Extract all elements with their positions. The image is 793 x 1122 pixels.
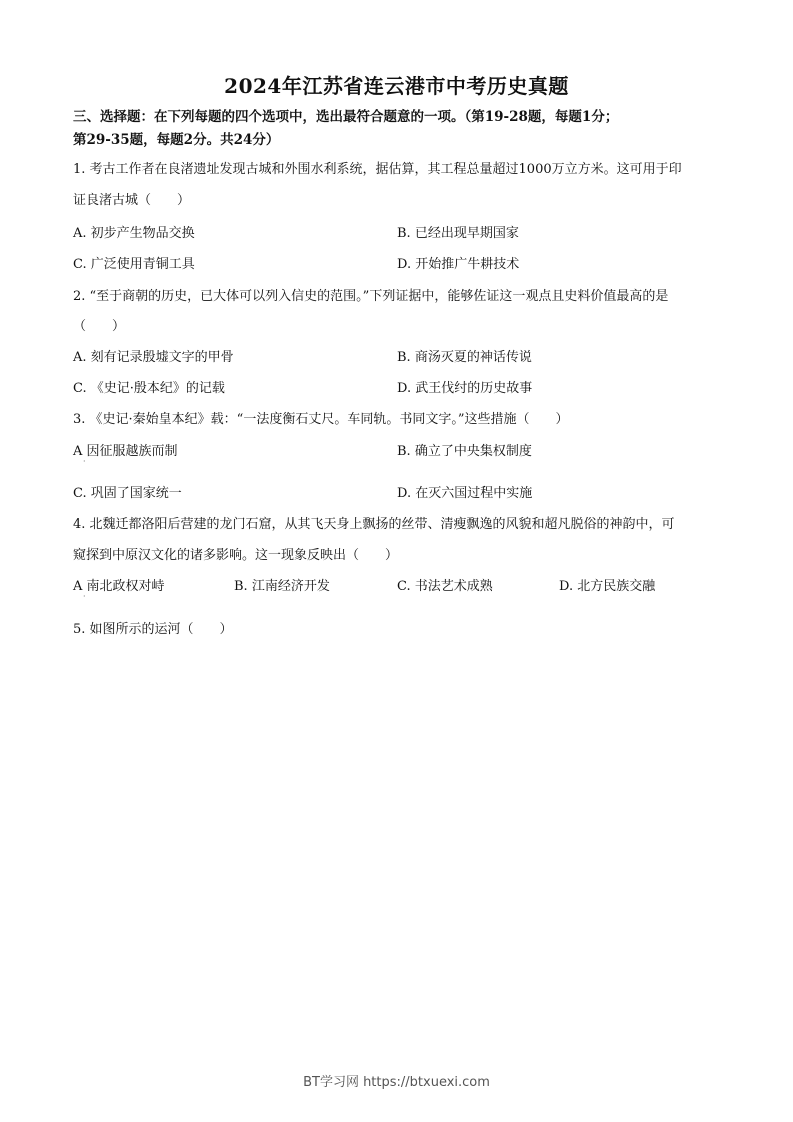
section-header-line2: 第29-35题，每题2分。共24分） xyxy=(73,132,280,148)
document-title: 2024年江苏省连云港市中考历史真题 xyxy=(224,74,569,98)
option-a: A 因征服越族而制 xyxy=(73,444,178,459)
option-c: C. 书法艺术成熟 xyxy=(397,579,493,594)
option-d: D. 武王伐纣的历史故事 xyxy=(397,381,533,396)
section-header-line1: 三、选择题：在下列每题的四个选项中，选出最符合题意的一项。（第19-28题，每题1分； xyxy=(73,109,619,125)
option-c: C. 广泛使用青铜工具 xyxy=(73,257,195,272)
question-stem: 5. 如图所示的运河（ ） xyxy=(73,622,233,637)
option-d: D. 在灭六国过程中实施 xyxy=(397,486,533,501)
option-b: B. 已经出现早期国家 xyxy=(397,226,519,241)
stray-dot: · xyxy=(83,457,86,466)
question-stem-cont: 证良渚古城（ ） xyxy=(73,193,191,208)
option-d: D. 北方民族交融 xyxy=(559,579,656,594)
stray-dot: · xyxy=(83,592,86,601)
section-header xyxy=(73,106,723,152)
option-a: A. 初步产生物品交换 xyxy=(73,226,195,241)
question-stem: 1. 考古工作者在良渚遗址发现古城和外围水利系统，据估算，其工程总量超过1000万立方米。这可用于印 xyxy=(73,162,682,177)
option-b: B. 江南经济开发 xyxy=(234,579,330,594)
option-c: C. 巩固了国家统一 xyxy=(73,486,182,501)
option-c: C. 《史记·殷本纪》的记载 xyxy=(73,381,225,396)
option-a: A. 刻有记录殷墟文字的甲骨 xyxy=(73,350,234,365)
question-stem-cont: （ ） xyxy=(73,319,126,334)
question-stem: 3. 《史记·秦始皇本纪》载：“一法度衡石丈尺。车同轨。书同文字。”这些措施（ ） xyxy=(73,412,569,427)
question-stem: 2. “至于商朝的历史，已大体可以列入信史的范围。”下列证据中，能够佐证这一观点且史料价值最高的是 xyxy=(73,289,669,304)
option-d: D. 开始推广牛耕技术 xyxy=(397,257,520,272)
question-stem-cont: 窥探到中原汉文化的诸多影响。这一现象反映出（ ） xyxy=(73,548,399,563)
option-b: B. 确立了中央集权制度 xyxy=(397,444,532,459)
watermark-footer: BT学习网 https://btxuexi.com xyxy=(303,1075,490,1090)
option-b: B. 商汤灭夏的神话传说 xyxy=(397,350,532,365)
option-a: A 南北政权对峙 xyxy=(73,579,165,594)
question-stem: 4. 北魏迁都洛阳后营建的龙门石窟，从其飞天身上飘扬的丝带、清瘦飘逸的风貌和超凡脱俗的神韵中，可 xyxy=(73,517,675,532)
